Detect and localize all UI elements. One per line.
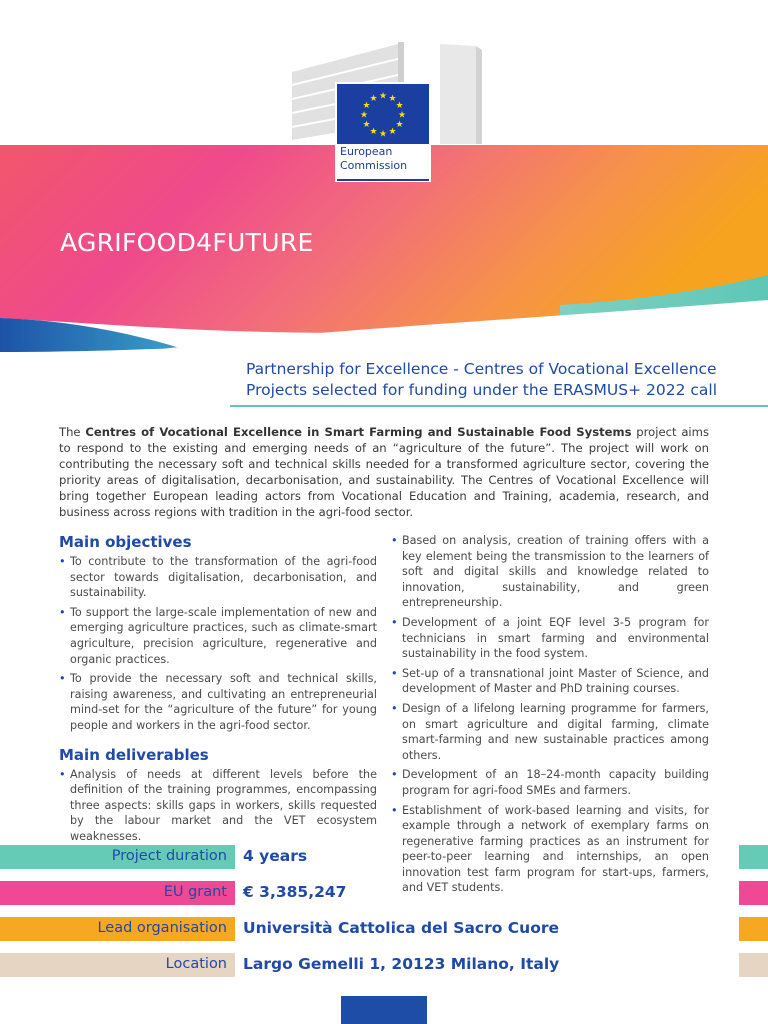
bullet-icon: • — [391, 615, 398, 629]
info-label-lead: Lead organisation — [97, 920, 227, 936]
logo-underline — [337, 179, 429, 181]
info-label-duration: Project duration — [111, 848, 227, 864]
info-bar-right-duration — [739, 845, 768, 869]
list-item: • Analysis of needs at different levels before the definition of the training programmes, encompassing three aspects: skills gaps in workers, skills requested by the labour market and the VET ecosystem weaknesses. — [59, 767, 377, 843]
eu-star-icon: ★ — [378, 129, 388, 140]
objectives-heading: Main objectives — [59, 533, 192, 551]
info-row-location — [0, 953, 768, 977]
intro-paragraph — [59, 424, 709, 520]
intro-bold-project-name: Centres of Vocational Excellence in Smart Farming and Sustainable Food Systems — [85, 425, 632, 439]
info-row-grant — [0, 881, 768, 905]
left-column — [59, 533, 377, 849]
subtitle-line-1: Partnership for Excellence - Centres of Vocational Excellence — [246, 360, 717, 378]
bullet-icon: • — [391, 701, 398, 715]
bullet-icon: • — [59, 767, 66, 781]
info-label-location: Location — [165, 956, 227, 972]
logo-line-commission: Commission — [340, 159, 408, 172]
list-item: • Set-up of a transnational joint Master of Science, and development of Master and PhD training courses. — [391, 666, 709, 696]
eu-star-icon: ★ — [395, 120, 404, 130]
eu-star-icon: ★ — [397, 110, 407, 121]
subtitle-line-2: Projects selected for funding under the ERASMUS+ 2022 call — [246, 381, 718, 399]
bullet-icon: • — [391, 666, 398, 680]
list-item: • Development of an 18–24-month capacity building program for agri-food SMEs and farmers. — [391, 768, 709, 797]
footer-blue-block — [341, 996, 427, 1024]
info-value-duration: 4 years — [243, 847, 308, 865]
list-item: • To provide the necessary soft and technical skills, raising awareness, and cultivating an entrepreneurial mind-set for the “agriculture of the future” for young people and workers in the agri-food sector. — [59, 672, 377, 732]
info-bar-right-lead — [739, 917, 768, 941]
subtitle-divider — [230, 405, 768, 407]
eu-star-icon: ★ — [359, 110, 369, 121]
deliverables-list-part-1 — [59, 767, 377, 845]
intro-lead: The — [59, 425, 86, 439]
bullet-icon: • — [59, 605, 66, 619]
european-commission-logo — [335, 82, 431, 182]
eu-star-icon: ★ — [388, 127, 397, 137]
objectives-list — [59, 554, 377, 734]
eu-star-icon: ★ — [362, 120, 371, 130]
bullet-icon: • — [391, 803, 398, 817]
bullet-icon: • — [391, 534, 398, 547]
eu-star-icon: ★ — [369, 127, 378, 137]
deliverables-heading: Main deliverables — [59, 745, 209, 764]
bullet-icon: • — [59, 672, 66, 686]
eu-star-icon: ★ — [378, 91, 388, 102]
subtitle — [246, 359, 746, 401]
list-item: • Based on analysis, creation of training offers with a key element being the transmission to the learners of soft and digital skills and knowledge related to innovation, sustainability, and green entrepreneurship. — [391, 534, 709, 610]
info-value-lead: Università Cattolica del Sacro Cuore — [243, 919, 560, 937]
info-row-duration — [0, 845, 768, 869]
project-title: AGRIFOOD4FUTURE — [60, 228, 314, 257]
hero-banner — [0, 0, 768, 370]
list-item: • Establishment of work-based learning and visits, for example through a network of exemplary farms on regenerative farming practices as an instrument for peer-to-peer learning and internships, an open innovation test farm program for start-ups, farmers, and VET students. — [391, 803, 709, 895]
list-item: • To contribute to the transformation of the agri-food sector towards digitalisation, decarbonisation, and sustainability. — [59, 555, 377, 600]
eu-stars-icon — [337, 84, 429, 144]
eu-star-icon: ★ — [362, 101, 371, 111]
list-item: • To support the large-scale implementation of new and emerging agriculture practices, such as climate-smart agriculture, precision agriculture, regenerative and organic practices. — [59, 605, 377, 666]
list-item: • Development of a joint EQF level 3-5 program for technicians in smart farming and environmental sustainability in the food system. — [391, 615, 709, 661]
eu-star-icon: ★ — [388, 94, 397, 104]
info-label-grant: EU grant — [163, 884, 227, 900]
eu-flag-icon — [337, 84, 429, 144]
info-bar-right-grant — [739, 881, 768, 905]
info-value-location: Largo Gemelli 1, 20123 Milano, Italy — [243, 955, 560, 973]
deliverables-list-part-2 — [391, 533, 709, 896]
bullet-icon: • — [391, 768, 398, 782]
list-item: • Design of a lifelong learning programme for farmers, on smart agriculture and digital farming, climate smart-farming and new sustainable practices among others. — [391, 701, 709, 762]
info-bar-right-location — [739, 953, 768, 977]
info-row-lead-organisation — [0, 917, 768, 941]
logo-line-european: European — [340, 145, 393, 158]
eu-star-icon: ★ — [395, 101, 404, 111]
bullet-icon: • — [59, 555, 66, 568]
intro-rest: project aims to respond to the existing and emerging needs of an “agriculture of the future”. The project will work on contributing the necessary soft and technical skills needed for a transformed agriculture sector, covering the priority areas of digitalisation, decarbonisation, and sustainability. The Centres of Vocational Excellence will bring together European leading actors from Vocational Education and Training, academia, research, and business across regions with tradition in the agri-food sector. — [59, 425, 709, 519]
info-value-grant: € 3,385,247 — [243, 883, 347, 901]
eu-star-icon: ★ — [369, 94, 378, 104]
